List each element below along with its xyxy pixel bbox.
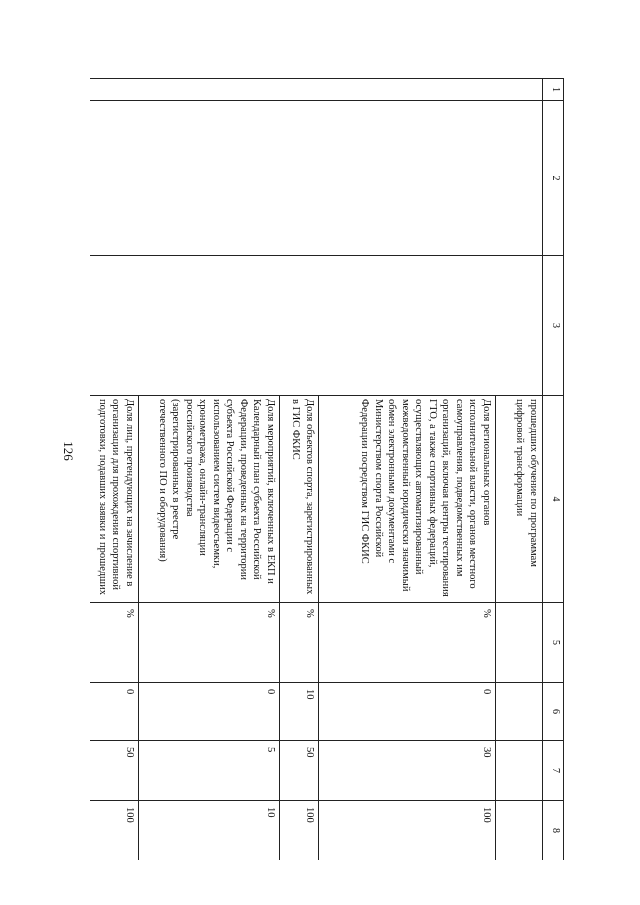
unit-cell: % xyxy=(280,603,319,683)
header-col-6: 6 xyxy=(543,683,564,741)
unit-cell: % xyxy=(90,603,139,683)
value-col-8: 100 xyxy=(280,801,319,861)
page-number: 126 xyxy=(60,441,76,461)
indicator-table xyxy=(90,78,564,860)
table-row xyxy=(496,79,543,861)
indicator-cell: Доля региональных органов исполнительной власти, органов местного самоуправления, подведомственных им организаций, включая центры тестирования ГТО, а также спортивных федераций, осуществляющих автоматизированный межведомственный юридически значимый обмен электронными документами с Министерством спорта Российской Федерации посредством ГИС ФКИС xyxy=(319,396,496,603)
value-col-8: 100 xyxy=(90,801,139,861)
value-col-8: 100 xyxy=(319,801,496,861)
cell-col-3 xyxy=(90,256,543,396)
header-col-2: 2 xyxy=(543,101,564,256)
rotated-table-container xyxy=(90,78,564,860)
indicator-cell: Доля объектов спорта, зарегистрированных в ГИС ФКИС xyxy=(280,396,319,603)
unit-cell xyxy=(496,603,543,683)
header-col-7: 7 xyxy=(543,741,564,801)
header-col-5: 5 xyxy=(543,603,564,683)
indicator-cell: прошедших обучение по программам цифровой трансформации xyxy=(496,396,543,603)
header-col-1: 1 xyxy=(543,79,564,101)
header-col-4: 4 xyxy=(543,396,564,603)
value-col-6: 10 xyxy=(280,683,319,741)
value-col-8 xyxy=(496,801,543,861)
value-col-6 xyxy=(496,683,543,741)
table-landscape xyxy=(90,78,564,860)
unit-cell: % xyxy=(139,603,280,683)
value-col-6: 0 xyxy=(90,683,139,741)
value-col-7: 5 xyxy=(139,741,280,801)
value-col-6: 0 xyxy=(319,683,496,741)
value-col-7: 50 xyxy=(90,741,139,801)
header-row xyxy=(543,79,564,861)
cell-col-1 xyxy=(90,79,543,101)
unit-cell: % xyxy=(319,603,496,683)
value-col-6: 0 xyxy=(139,683,280,741)
header-col-8: 8 xyxy=(543,801,564,861)
indicator-cell: Доля лиц, претендующих на зачисление в организации для прохождения спортивной подготовки, подавших заявки и прошедших xyxy=(90,396,139,603)
cell-col-2 xyxy=(90,101,543,256)
value-col-7 xyxy=(496,741,543,801)
header-col-3: 3 xyxy=(543,256,564,396)
value-col-8: 10 xyxy=(139,801,280,861)
value-col-7: 30 xyxy=(319,741,496,801)
value-col-7: 50 xyxy=(280,741,319,801)
indicator-cell: Доля мероприятий, включенных в ЕКП и Календарный план субъекта Российской Федерации, проведенных на территории субъекта Российской Федерации с использованием систем видеосъемки, хронометража, онлайн-трансляции российского производства (зарегистрированных в реестре отечественного ПО и оборудования) xyxy=(139,396,280,603)
